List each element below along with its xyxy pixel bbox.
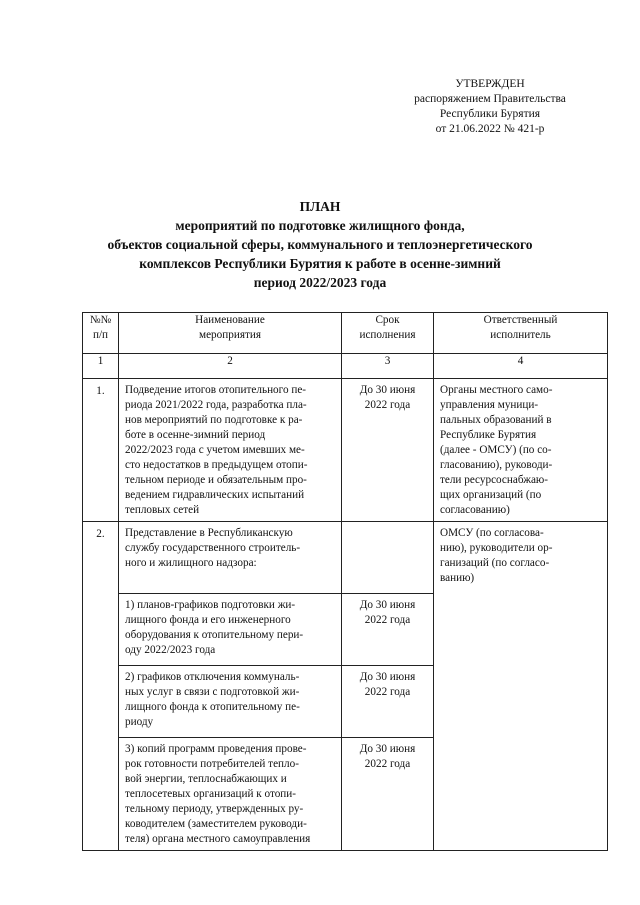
plan-table <box>82 312 608 851</box>
row-term-empty <box>342 522 434 594</box>
column-number: 3 <box>342 354 434 379</box>
title-line: период 2022/2023 года <box>253 275 387 290</box>
approval-line: Республики Бурятия <box>439 108 541 120</box>
header-num: №№ п/п <box>83 313 119 354</box>
approval-date: от 21.06.2022 № 421-р <box>435 123 545 135</box>
row-responsible: ОМСУ (по согласова- нию), руководители ор- ганизаций (по согласо- ванию) <box>434 522 608 851</box>
approval-line: распоряжением Правительства <box>414 93 566 105</box>
subrow-term: До 30 июня 2022 года <box>342 738 434 851</box>
row-term: До 30 июня 2022 года <box>342 379 434 522</box>
table-row <box>83 379 608 522</box>
table-header-row <box>83 313 608 354</box>
table-row <box>83 522 608 594</box>
approval-stamp <box>400 77 580 137</box>
title-line: ПЛАН <box>299 199 341 214</box>
row-activity: Представление в Республиканскую службу государственного строитель- ного и жилищного надзора: <box>119 522 342 594</box>
subrow-activity: 1) планов-графиков подготовки жи- лищного фонда и его инженерного оборудования к отопительному пери- оду 2022/2023 года <box>119 594 342 666</box>
column-number: 4 <box>434 354 608 379</box>
row-number: 1. <box>83 379 119 522</box>
subrow-activity: 2) графиков отключения коммуналь- ных услуг в связи с подготовкой жи- лищного фонда к отопительному пе- риоду <box>119 666 342 738</box>
row-number: 2. <box>83 522 119 851</box>
column-number: 1 <box>83 354 119 379</box>
subrow-activity: 3) копий программ проведения прове- рок готовности потребителей тепло- вой энергии, теплоснабжающих и теплосетевых организаций к отопи- тельному периоду, утвержденных ру- ководителем (заместителем руководи- теля) органа местного самоуправления <box>119 738 342 851</box>
title-line: мероприятий по подготовке жилищного фонда, <box>175 218 465 233</box>
row-activity: Подведение итогов отопительного пе- риода 2021/2022 года, разработка пла- нов мероприятий по подготовке к ра- боте в осенне-зимний период 2022/2023 года с учетом имевших ме- сто недостатков в предыдущем отопи- тельном периоде и обязательным про- ведением гидравлических испытаний тепловых сетей <box>119 379 342 522</box>
header-name: Наименование мероприятия <box>119 313 342 354</box>
header-responsible: Ответственный исполнитель <box>434 313 608 354</box>
column-number-row <box>83 354 608 379</box>
title-line: комплексов Республики Бурятия к работе в осенне-зимний <box>139 256 501 271</box>
subrow-term: До 30 июня 2022 года <box>342 666 434 738</box>
subrow-term: До 30 июня 2022 года <box>342 594 434 666</box>
header-term: Срок исполнения <box>342 313 434 354</box>
document-title <box>60 197 580 292</box>
row-responsible: Органы местного само- управления муници- пальных образований в Республике Бурятия (далее - ОМСУ) (по со- гласованию), руководи- тели ресурсоснабжаю- щих организаций (по согласованию) <box>434 379 608 522</box>
approval-line: УТВЕРЖДЕН <box>455 78 525 90</box>
title-line: объектов социальной сферы, коммунального и теплоэнергетического <box>107 237 533 252</box>
column-number: 2 <box>119 354 342 379</box>
